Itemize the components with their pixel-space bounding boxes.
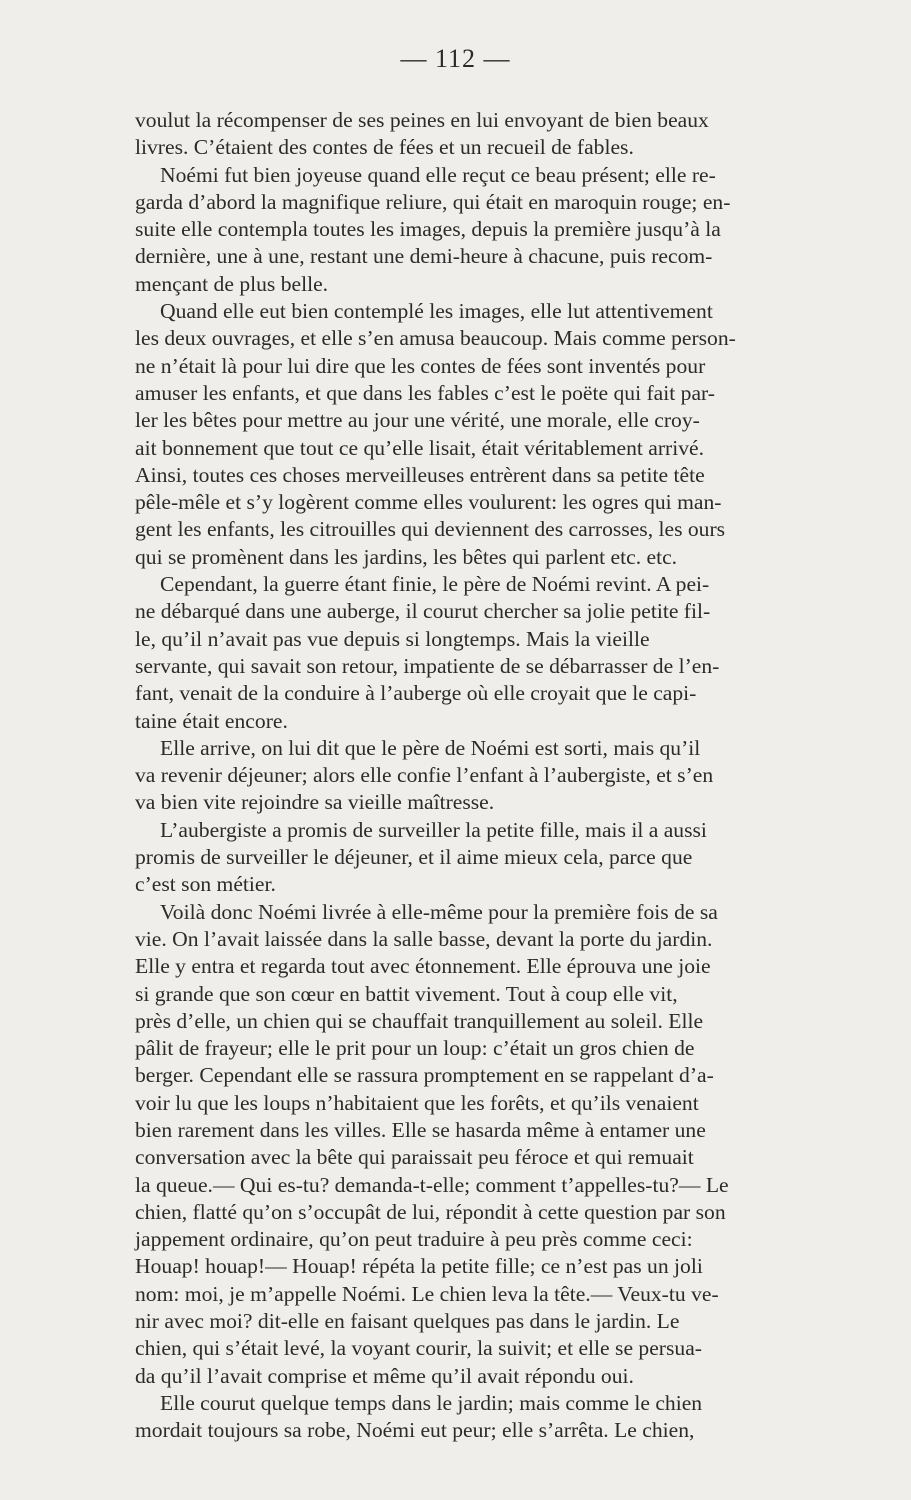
text-line: pêle-mêle et s’y logèrent comme elles voulurent: les ogres qui man- [135, 490, 722, 515]
text-line: da qu’il l’avait comprise et même qu’il avait répondu oui. [135, 1363, 634, 1388]
text-line: voulut la récompenser de ses peines en lui envoyant de bien beaux [135, 108, 709, 132]
text-line: Voilà donc Noémi livrée à elle-même pour la première fois de sa [160, 899, 718, 924]
text-line: mordait toujours sa robe, Noémi eut peur; elle s’arrêta. Le chien, [135, 1418, 695, 1443]
text-line: taine était encore. [135, 708, 288, 733]
text-line: chien, qui s’était levé, la voyant courir, la suivit; et elle se persua- [135, 1336, 702, 1361]
text-line: ait bonnement que tout ce qu’elle lisait, était véritablement arrivé. [135, 435, 705, 460]
text-line: servante, qui savait son retour, impatiente de se débarrasser de l’en- [135, 653, 720, 678]
text-line: va bien vite rejoindre sa vieille maîtresse. [135, 790, 495, 815]
text-line: la queue.— Qui es-tu? demanda-t-elle; comment t’appelles-tu?— Le [135, 1172, 729, 1197]
text-line: c’est son métier. [135, 872, 276, 897]
text-line: L’aubergiste a promis de surveiller la petite fille, mais il a aussi [160, 817, 707, 842]
text-line: Elle arrive, on lui dit que le père de Noémi est sorti, mais qu’il [160, 735, 701, 760]
text-line: voir lu que les loups n’habitaient que les forêts, et qu’ils venaient [135, 1090, 699, 1115]
text-line: près d’elle, un chien qui se chauffait tranquillement au soleil. Elle [135, 1008, 704, 1033]
text-line: si grande que son cœur en battit vivement. Tout à coup elle vit, [135, 981, 678, 1006]
text-line: Ainsi, toutes ces choses merveilleuses entrèrent dans sa petite tête [135, 462, 705, 487]
text-line: Cependant, la guerre étant finie, le père de Noémi revint. A pei- [160, 572, 710, 597]
text-line: ne n’était là pour lui dire que les contes de fées sont inventés pour [135, 353, 706, 378]
text-line: Elle y entra et regarda tout avec étonnement. Elle éprouva une joie [135, 954, 711, 979]
text-line: Houap! houap!— Houap! répéta la petite fille; ce n’est pas un joli [135, 1254, 703, 1279]
body-text [135, 107, 868, 1445]
text-line: qui se promènent dans les jardins, les bêtes qui parlent etc. etc. [135, 544, 678, 569]
text-line: nir avec moi? dit-elle en faisant quelques pas dans le jardin. Le [135, 1309, 680, 1334]
text-line: livres. C’étaient des contes de fées et un recueil de fables. [135, 135, 634, 160]
text-line: berger. Cependant elle se rassura promptement en se rappelant d’a- [135, 1063, 714, 1088]
text-line: vie. On l’avait laissée dans la salle basse, devant la porte du jardin. [135, 926, 713, 951]
text-line: suite elle contempla toutes les images, depuis la première jusqu’à la [135, 217, 721, 242]
text-line: garda d’abord la magnifique reliure, qui était en maroquin rouge; en- [135, 189, 731, 214]
text-line: promis de surveiller le déjeuner, et il aime mieux cela, parce que [135, 845, 693, 870]
text-line: amuser les enfants, et que dans les fables c’est le poëte qui fait par- [135, 380, 715, 405]
text-line: Noémi fut bien joyeuse quand elle reçut ce beau présent; elle re- [160, 162, 716, 187]
text-line: pâlit de frayeur; elle le prit pour un loup: c’était un gros chien de [135, 1036, 695, 1061]
text-line: Elle courut quelque temps dans le jardin; mais comme le chien [160, 1390, 703, 1415]
text-line: jappement ordinaire, qu’on peut traduire à peu près comme ceci: [135, 1227, 693, 1252]
page-number: — 112 — [400, 44, 511, 73]
text-line: ne débarqué dans une auberge, il courut chercher sa jolie petite fil- [135, 599, 711, 624]
text-line: les deux ouvrages, et elle s’en amusa beaucoup. Mais comme person- [135, 326, 736, 351]
text-line: nom: moi, je m’appelle Noémi. Le chien leva la tête.— Veux-tu ve- [135, 1281, 719, 1306]
text-line: ler les bêtes pour mettre au jour une vérité, une morale, elle croy- [135, 408, 700, 433]
text-line: va revenir déjeuner; alors elle confie l’enfant à l’aubergiste, et s’en [135, 763, 714, 788]
text-line: fant, venait de la conduire à l’auberge où elle croyait que le capi- [135, 681, 697, 706]
text-line: Quand elle eut bien contemplé les images, elle lut attentivement [160, 299, 713, 324]
text-line: bien rarement dans les villes. Elle se hasarda même à entamer une [135, 1117, 706, 1142]
text-line: conversation avec la bête qui paraissait peu féroce et qui remuait [135, 1145, 694, 1170]
text-line: mençant de plus belle. [135, 271, 329, 296]
text-line: gent les enfants, les citrouilles qui deviennent des carrosses, les ours [135, 517, 726, 542]
text-line: chien, flatté qu’on s’occupât de lui, répondit à cette question par son [135, 1199, 726, 1224]
text-line: le, qu’il n’avait pas vue depuis si longtemps. Mais la vieille [135, 626, 650, 651]
text-line: dernière, une à une, restant une demi-heure à chacune, puis recom- [135, 244, 713, 269]
